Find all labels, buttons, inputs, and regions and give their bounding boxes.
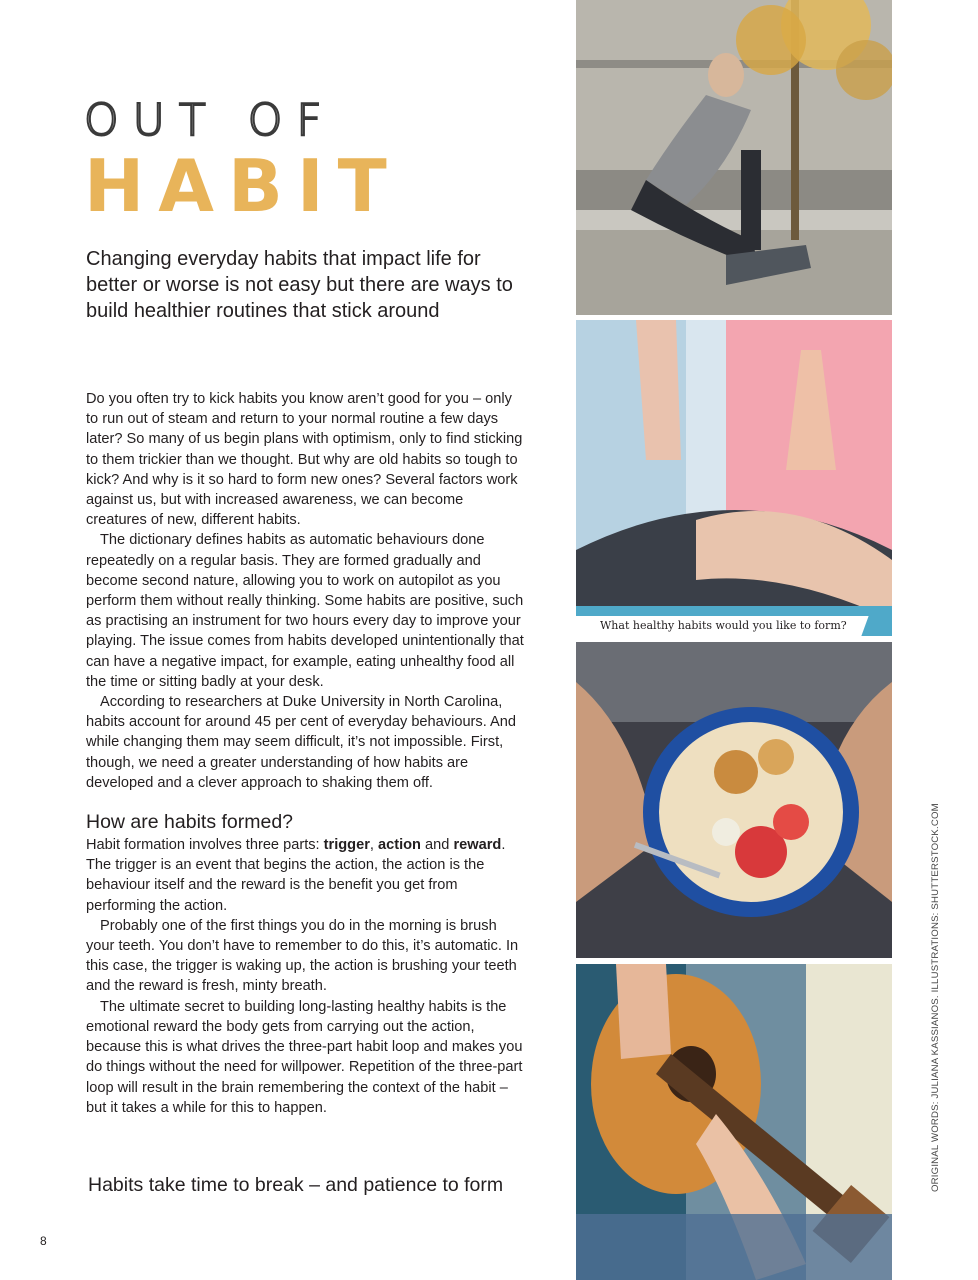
photo-credit: ORIGINAL WORDS: JULIANA KASSIANOS. ILLUSTRATIONS: SHUTTERSTOCK.COM: [930, 803, 941, 1192]
paragraph-6: The ultimate secret to building long-lasting healthy habits is the emotional reward the body gets from carrying out the action, because this is what drives the three-part habit loop and makes you do things without the need for willpower. Repetition of the three-part loop will result in the brain remembering the context of the habit – but it takes a while for this to happen.: [86, 998, 523, 1116]
title-line-habit: HABIT: [84, 144, 401, 228]
article-body: [86, 389, 528, 1118]
paragraph-4-rest: . The trigger is an event that begins the action, the action is the behaviour itself and the reward is the benefit you get from performing the action.: [86, 837, 506, 914]
photo-yoga: [576, 320, 892, 636]
paragraph-3: According to researchers at Duke University in North Carolina, habits account for around 45 per cent of everyday behaviours. And while changing them may seem difficult, it’s not impossible. First, though, we need a greater understanding of how habits are developed and a clever approach to shaking them off.: [86, 694, 516, 791]
pull-quote: Habits take time to break – and patience to form: [88, 1174, 504, 1196]
page-number: 8: [40, 1234, 47, 1248]
photo-caption: What healthy habits would you like to form?: [576, 616, 857, 636]
photo-runner: [576, 0, 892, 315]
section-heading: How are habits formed?: [86, 811, 294, 834]
paragraph-5: Probably one of the first things you do in the morning is brush your teeth. You don’t have to remember to do this, it’s automatic. In this case, the trigger is waking up, the action is brushing your teeth and the reward is fresh, minty breath.: [86, 917, 519, 995]
paragraph-4-intro: Habit formation involves three parts:: [86, 837, 324, 854]
photo-guitar: [576, 964, 892, 1280]
paragraph-2: The dictionary defines habits as automatic behaviours done repeatedly on a regular basis. They are formed gradually and become second nature, allowing you to work on autopilot as you perform them without really thinking. Some habits are positive, such as practising an instrument for two hours every day to improve your playing. The issue comes from habits developed unintentionally that can have a negative impact, for example, eating unhealthy food all the time or sitting badly at your desk.: [86, 532, 524, 690]
title-line-out-of: OUT OF: [84, 95, 336, 146]
term-reward: reward: [453, 837, 502, 854]
paragraph-4: [86, 835, 528, 916]
paragraph-4-comma: ,: [369, 837, 378, 854]
photo-healthy-bowl: [576, 642, 892, 958]
term-trigger: trigger: [323, 837, 370, 854]
standfirst: Changing everyday habits that impact life for better or worse is not easy but there are ways to build healthier routines that stick around: [86, 248, 513, 322]
paragraph-4-and: and: [420, 837, 454, 854]
paragraph-1: Do you often try to kick habits you know aren’t good for you – only to run out of steam and return to your normal routine a few days later? So many of us begin plans with optimism, only to find sticking to them trickier than we thought. But why are old habits so tough to kick? And why is it so hard to form new ones? Several factors work against us, but with increased awareness, we can become creatures of new, different habits.: [86, 391, 523, 529]
term-action: action: [378, 837, 421, 854]
